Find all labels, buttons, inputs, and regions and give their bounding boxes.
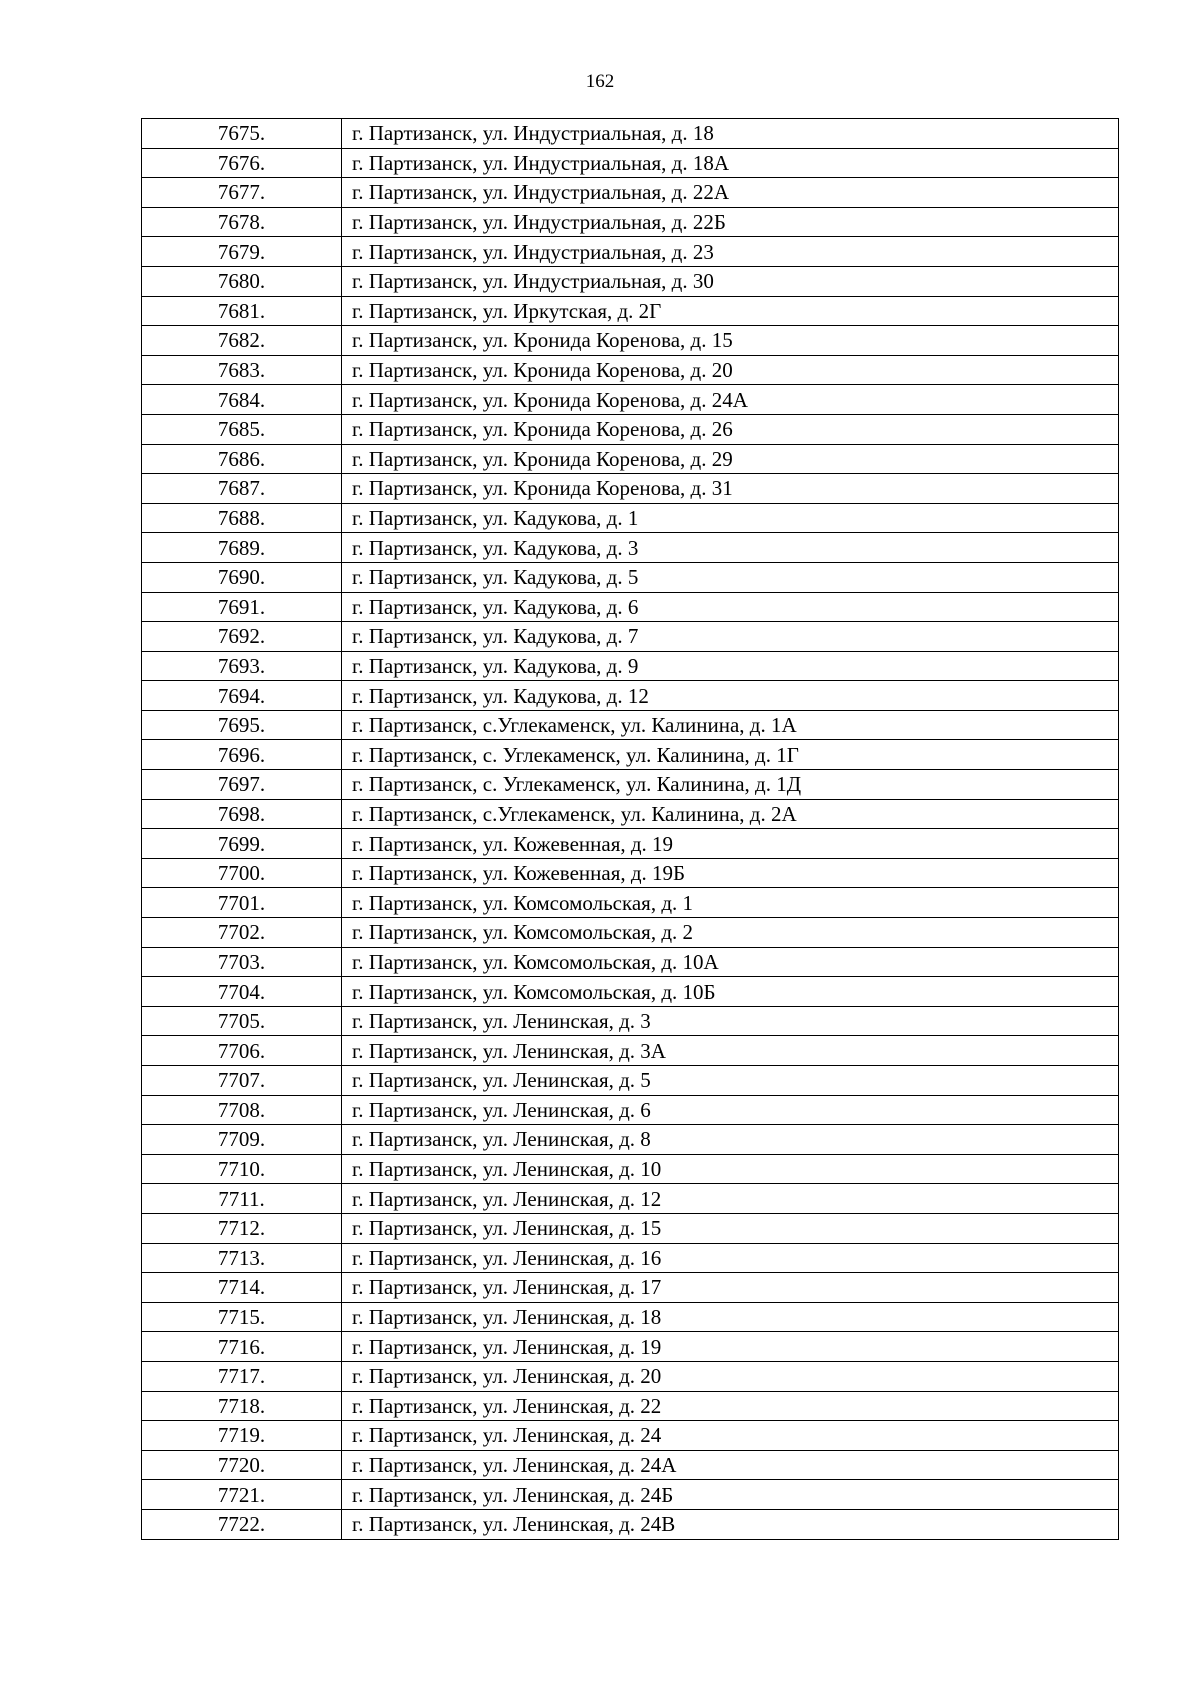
- row-number: 7722.: [142, 1509, 342, 1539]
- row-address: г. Партизанск, с.Углекаменск, ул. Калинина, д. 1А: [342, 710, 1119, 740]
- row-number: 7717.: [142, 1361, 342, 1391]
- table-row: [142, 444, 1119, 474]
- row-address: г. Партизанск, ул. Кадукова, д. 7: [342, 622, 1119, 652]
- row-address: г. Партизанск, ул. Ленинская, д. 18: [342, 1302, 1119, 1332]
- table-row: [142, 296, 1119, 326]
- row-number: 7712.: [142, 1213, 342, 1243]
- table-row: [142, 1273, 1119, 1303]
- row-number: 7709.: [142, 1125, 342, 1155]
- row-address: г. Партизанск, с.Углекаменск, ул. Калинина, д. 2А: [342, 799, 1119, 829]
- row-number: 7715.: [142, 1302, 342, 1332]
- table-row: [142, 681, 1119, 711]
- row-address: г. Партизанск, ул. Кронида Коренова, д. 24А: [342, 385, 1119, 415]
- row-address: г. Партизанск, ул. Ленинская, д. 20: [342, 1361, 1119, 1391]
- row-number: 7696.: [142, 740, 342, 770]
- table-row: [142, 1332, 1119, 1362]
- row-number: 7691.: [142, 592, 342, 622]
- row-address: г. Партизанск, ул. Ленинская, д. 16: [342, 1243, 1119, 1273]
- row-address: г. Партизанск, ул. Ленинская, д. 5: [342, 1066, 1119, 1096]
- table-row: [142, 829, 1119, 859]
- row-number: 7711.: [142, 1184, 342, 1214]
- row-address: г. Партизанск, ул. Ленинская, д. 3: [342, 1006, 1119, 1036]
- row-address: г. Партизанск, ул. Ленинская, д. 12: [342, 1184, 1119, 1214]
- row-address: г. Партизанск, ул. Ленинская, д. 10: [342, 1154, 1119, 1184]
- table-row: [142, 740, 1119, 770]
- address-table-body: [142, 119, 1119, 1540]
- row-address: г. Партизанск, с. Углекаменск, ул. Калинина, д. 1Д: [342, 770, 1119, 800]
- row-number: 7697.: [142, 770, 342, 800]
- row-number: 7699.: [142, 829, 342, 859]
- row-number: 7695.: [142, 710, 342, 740]
- row-number: 7678.: [142, 207, 342, 237]
- table-row: [142, 207, 1119, 237]
- row-address: г. Партизанск, ул. Кронида Коренова, д. 20: [342, 355, 1119, 385]
- row-number: 7688.: [142, 503, 342, 533]
- row-address: г. Партизанск, ул. Кронида Коренова, д. 29: [342, 444, 1119, 474]
- row-number: 7681.: [142, 296, 342, 326]
- row-number: 7701.: [142, 888, 342, 918]
- row-address: г. Партизанск, ул. Ленинская, д. 19: [342, 1332, 1119, 1362]
- row-address: г. Партизанск, ул. Кронида Коренова, д. 15: [342, 326, 1119, 356]
- table-row: [142, 1066, 1119, 1096]
- row-address: г. Партизанск, ул. Индустриальная, д. 22Б: [342, 207, 1119, 237]
- row-address: г. Партизанск, ул. Ленинская, д. 24Б: [342, 1480, 1119, 1510]
- page-number: 162: [585, 71, 615, 92]
- table-row: [142, 474, 1119, 504]
- table-row: [142, 1184, 1119, 1214]
- row-address: г. Партизанск, ул. Ленинская, д. 22: [342, 1391, 1119, 1421]
- row-address: г. Партизанск, ул. Кронида Коренова, д. 26: [342, 414, 1119, 444]
- table-row: [142, 651, 1119, 681]
- row-address: г. Партизанск, ул. Кадукова, д. 5: [342, 562, 1119, 592]
- table-row: [142, 1509, 1119, 1539]
- table-row: [142, 799, 1119, 829]
- row-number: 7698.: [142, 799, 342, 829]
- table-row: [142, 1243, 1119, 1273]
- table-row: [142, 858, 1119, 888]
- table-row: [142, 533, 1119, 563]
- row-address: г. Партизанск, ул. Кронида Коренова, д. 31: [342, 474, 1119, 504]
- row-number: 7718.: [142, 1391, 342, 1421]
- row-number: 7679.: [142, 237, 342, 267]
- table-row: [142, 888, 1119, 918]
- row-number: 7714.: [142, 1273, 342, 1303]
- row-address: г. Партизанск, ул. Комсомольская, д. 1: [342, 888, 1119, 918]
- row-number: 7689.: [142, 533, 342, 563]
- row-number: 7706.: [142, 1036, 342, 1066]
- table-row: [142, 918, 1119, 948]
- row-address: г. Партизанск, ул. Комсомольская, д. 10А: [342, 947, 1119, 977]
- table-row: [142, 947, 1119, 977]
- table-row: [142, 266, 1119, 296]
- table-row: [142, 1361, 1119, 1391]
- row-address: г. Партизанск, ул. Индустриальная, д. 22А: [342, 178, 1119, 208]
- row-number: 7687.: [142, 474, 342, 504]
- row-number: 7675.: [142, 119, 342, 149]
- row-number: 7702.: [142, 918, 342, 948]
- row-address: г. Партизанск, ул. Ленинская, д. 3А: [342, 1036, 1119, 1066]
- table-row: [142, 562, 1119, 592]
- row-address: г. Партизанск, ул. Иркутская, д. 2Г: [342, 296, 1119, 326]
- row-number: 7716.: [142, 1332, 342, 1362]
- row-address: г. Партизанск, ул. Кадукова, д. 6: [342, 592, 1119, 622]
- row-number: 7713.: [142, 1243, 342, 1273]
- row-address: г. Партизанск, ул. Индустриальная, д. 18А: [342, 148, 1119, 178]
- row-number: 7705.: [142, 1006, 342, 1036]
- row-address: г. Партизанск, ул. Кадукова, д. 12: [342, 681, 1119, 711]
- table-row: [142, 770, 1119, 800]
- row-number: 7708.: [142, 1095, 342, 1125]
- row-number: 7693.: [142, 651, 342, 681]
- table-row: [142, 326, 1119, 356]
- row-number: 7683.: [142, 355, 342, 385]
- row-address: г. Партизанск, ул. Ленинская, д. 8: [342, 1125, 1119, 1155]
- row-number: 7703.: [142, 947, 342, 977]
- table-row: [142, 119, 1119, 149]
- row-address: г. Партизанск, ул. Кожевенная, д. 19: [342, 829, 1119, 859]
- row-address: г. Партизанск, ул. Ленинская, д. 24В: [342, 1509, 1119, 1539]
- row-address: г. Партизанск, ул. Кадукова, д. 1: [342, 503, 1119, 533]
- row-number: 7677.: [142, 178, 342, 208]
- table-row: [142, 1480, 1119, 1510]
- row-address: г. Партизанск, ул. Индустриальная, д. 30: [342, 266, 1119, 296]
- table-row: [142, 1125, 1119, 1155]
- row-address: г. Партизанск, ул. Ленинская, д. 24: [342, 1421, 1119, 1451]
- row-address: г. Партизанск, ул. Индустриальная, д. 18: [342, 119, 1119, 149]
- table-row: [142, 237, 1119, 267]
- row-number: 7721.: [142, 1480, 342, 1510]
- row-address: г. Партизанск, ул. Индустриальная, д. 23: [342, 237, 1119, 267]
- row-address: г. Партизанск, ул. Кадукова, д. 3: [342, 533, 1119, 563]
- table-row: [142, 1213, 1119, 1243]
- table-row: [142, 1154, 1119, 1184]
- row-number: 7676.: [142, 148, 342, 178]
- row-number: 7684.: [142, 385, 342, 415]
- row-number: 7700.: [142, 858, 342, 888]
- table-row: [142, 1391, 1119, 1421]
- row-number: 7694.: [142, 681, 342, 711]
- table-row: [142, 355, 1119, 385]
- table-row: [142, 1095, 1119, 1125]
- table-row: [142, 414, 1119, 444]
- table-row: [142, 1006, 1119, 1036]
- table-row: [142, 710, 1119, 740]
- row-number: 7686.: [142, 444, 342, 474]
- row-address: г. Партизанск, ул. Кожевенная, д. 19Б: [342, 858, 1119, 888]
- table-row: [142, 592, 1119, 622]
- table-row: [142, 622, 1119, 652]
- row-number: 7690.: [142, 562, 342, 592]
- row-number: 7692.: [142, 622, 342, 652]
- row-number: 7719.: [142, 1421, 342, 1451]
- row-number: 7680.: [142, 266, 342, 296]
- row-address: г. Партизанск, ул. Кадукова, д. 9: [342, 651, 1119, 681]
- table-row: [142, 1302, 1119, 1332]
- table-row: [142, 178, 1119, 208]
- row-address: г. Партизанск, с. Углекаменск, ул. Калинина, д. 1Г: [342, 740, 1119, 770]
- row-number: 7707.: [142, 1066, 342, 1096]
- table-row: [142, 1036, 1119, 1066]
- row-address: г. Партизанск, ул. Комсомольская, д. 2: [342, 918, 1119, 948]
- table-row: [142, 148, 1119, 178]
- row-address: г. Партизанск, ул. Ленинская, д. 6: [342, 1095, 1119, 1125]
- row-number: 7710.: [142, 1154, 342, 1184]
- table-row: [142, 1450, 1119, 1480]
- table-row: [142, 503, 1119, 533]
- table-row: [142, 977, 1119, 1007]
- row-number: 7720.: [142, 1450, 342, 1480]
- row-address: г. Партизанск, ул. Ленинская, д. 17: [342, 1273, 1119, 1303]
- row-number: 7704.: [142, 977, 342, 1007]
- address-table: [141, 118, 1119, 1540]
- row-number: 7685.: [142, 414, 342, 444]
- table-row: [142, 385, 1119, 415]
- row-number: 7682.: [142, 326, 342, 356]
- row-address: г. Партизанск, ул. Ленинская, д. 15: [342, 1213, 1119, 1243]
- row-address: г. Партизанск, ул. Ленинская, д. 24А: [342, 1450, 1119, 1480]
- table-row: [142, 1421, 1119, 1451]
- row-address: г. Партизанск, ул. Комсомольская, д. 10Б: [342, 977, 1119, 1007]
